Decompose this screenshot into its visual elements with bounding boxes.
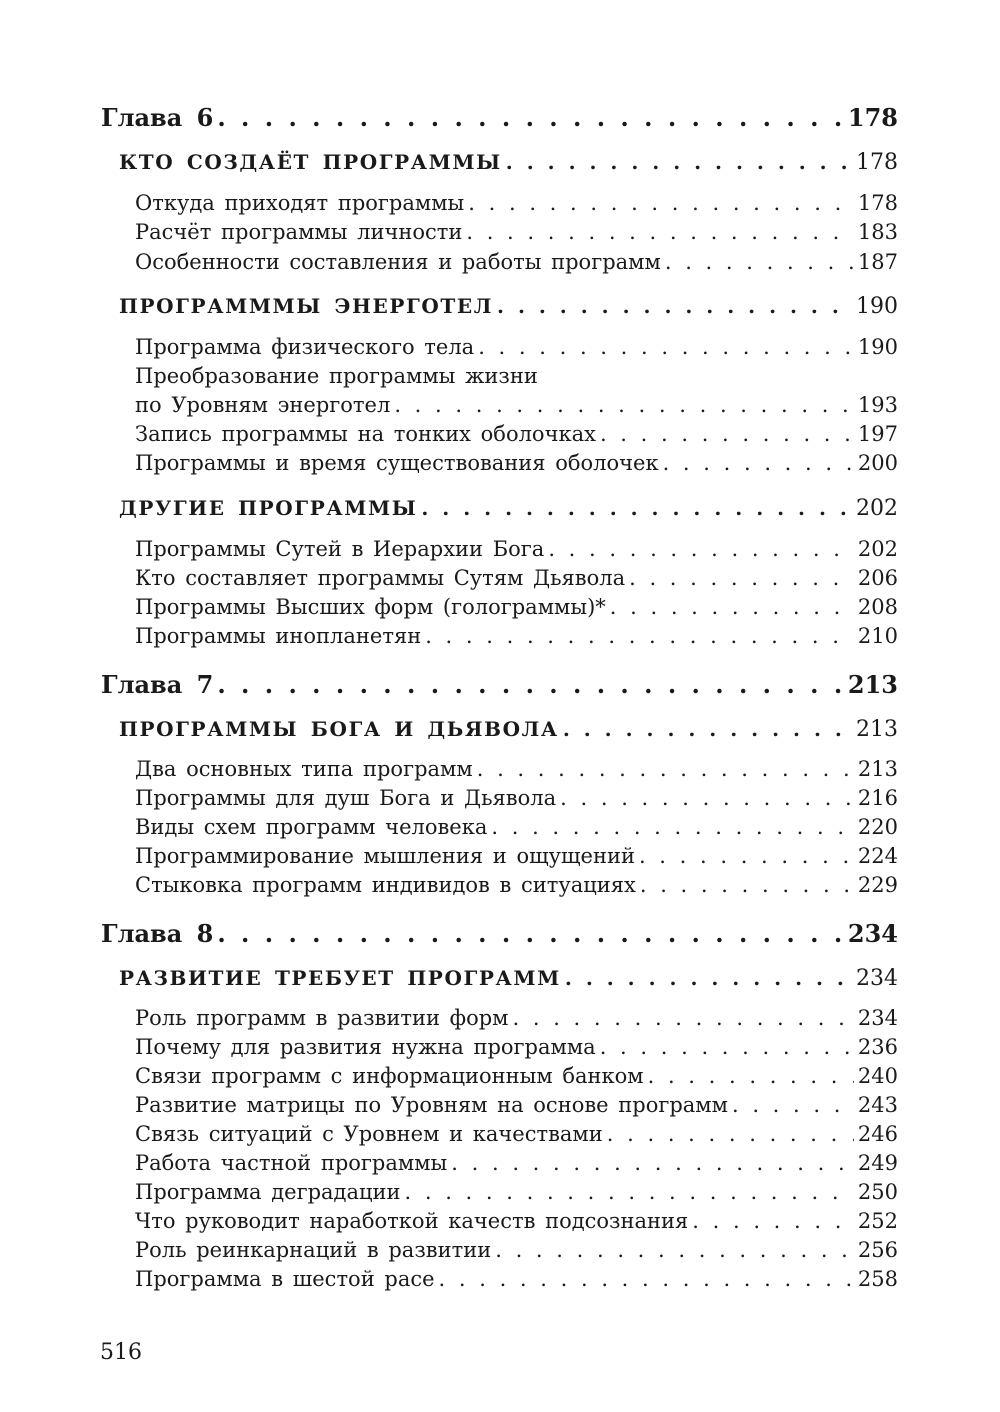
toc-item [135, 220, 898, 244]
item-title: Программы и время существования оболочек [135, 451, 659, 475]
dot-leader [648, 1064, 854, 1088]
page-number: 234 [857, 1006, 898, 1030]
toc-item [135, 815, 898, 839]
section-entry [119, 717, 898, 742]
page-number: 243 [857, 1093, 898, 1117]
toc-item [135, 566, 898, 590]
dot-leader [665, 250, 854, 274]
dot-leader [217, 103, 844, 132]
dot-leader [629, 566, 854, 590]
chapter-title: Глава 8 [101, 919, 214, 948]
item-title: Связь ситуаций с Уровнем и качествами [135, 1122, 603, 1146]
section-entry [119, 294, 898, 319]
page-number: 236 [857, 1035, 898, 1059]
page-number: 210 [857, 624, 898, 648]
toc-item [135, 1064, 898, 1088]
page-number: 258 [857, 1267, 898, 1291]
item-title: Программы для душ Бога и Дьявола [135, 786, 557, 810]
toc-item [135, 844, 898, 868]
page-number: 178 [847, 103, 898, 132]
page-number: 200 [857, 451, 898, 475]
dot-leader [477, 757, 854, 781]
item-title: Роль реинкарнаций в развитии [135, 1238, 492, 1262]
toc-item [135, 786, 898, 810]
item-title: Особенности составления и работы программ [135, 250, 661, 274]
dot-leader [425, 624, 854, 648]
page-number: 206 [857, 566, 898, 590]
toc-item [135, 1006, 898, 1030]
page-number: 190 [857, 335, 898, 359]
page-number: 178 [856, 150, 898, 175]
dot-leader [639, 844, 854, 868]
toc-item [135, 1267, 898, 1291]
chapter-8-entry [101, 919, 898, 948]
page-number: 224 [857, 844, 898, 868]
dot-leader [600, 1035, 854, 1059]
item-title: Программа физического тела [135, 335, 475, 359]
page-number: 197 [857, 422, 898, 446]
dot-leader [548, 537, 854, 561]
item-title: Связи программ с информационным банком [135, 1064, 644, 1088]
page-number: 213 [847, 670, 898, 699]
dot-leader [692, 1209, 854, 1233]
toc-item [135, 451, 898, 475]
dot-leader [563, 717, 852, 741]
page-number: 202 [857, 537, 898, 561]
toc-item [135, 191, 898, 215]
page-number: 193 [857, 393, 898, 417]
section-title: РАЗВИТИЕ ТРЕБУЕТ ПРОГРАММ [119, 966, 561, 990]
page-number: 246 [857, 1122, 898, 1146]
dot-leader [421, 496, 852, 520]
item-title: Стыковка программ индивидов в ситуациях [135, 873, 636, 897]
item-title: Развитие матрицы по Уровням на основе программ [135, 1093, 728, 1117]
item-title: Программа деградации [135, 1180, 401, 1204]
toc-item [135, 624, 898, 648]
page-number: 183 [857, 220, 898, 244]
page-number: 213 [857, 757, 898, 781]
section-title: ПРОГРАММЫ БОГА И ДЬЯВОЛА [119, 717, 559, 741]
chapter-title: Глава 7 [101, 670, 214, 699]
item-title: Роль программ в развитии форм [135, 1006, 509, 1030]
item-title: Виды схем программ человека [135, 815, 488, 839]
page-number: 234 [856, 966, 898, 991]
toc-item [135, 422, 898, 446]
section-title: КТО СОЗДАЁТ ПРОГРАММЫ [119, 150, 502, 174]
page-number: 216 [857, 786, 898, 810]
chapter-7-entry [101, 670, 898, 699]
dot-leader [506, 150, 852, 174]
section-title: ДРУГИЕ ПРОГРАММЫ [119, 496, 418, 520]
item-title: Почему для развития нужна программа [135, 1035, 596, 1059]
item-title: Запись программы на тонких оболочках [135, 422, 596, 446]
item-title: Расчёт программы личности [135, 220, 463, 244]
page-number: 234 [847, 919, 898, 948]
toc-item [135, 1093, 898, 1117]
dot-leader [439, 1267, 854, 1291]
dot-leader [468, 191, 854, 215]
dot-leader [478, 335, 854, 359]
toc-item [135, 1122, 898, 1146]
toc-item [135, 393, 898, 417]
toc-item [135, 1151, 898, 1175]
dot-leader [394, 393, 854, 417]
toc-item [135, 250, 898, 274]
dot-leader [405, 1180, 854, 1204]
page-number: 249 [857, 1151, 898, 1175]
dot-leader [497, 294, 852, 318]
dot-leader [640, 873, 854, 897]
page-number: 220 [857, 815, 898, 839]
dot-leader [513, 1006, 854, 1030]
item-title: Программы Сутей в Иерархии Бога [135, 537, 545, 561]
dot-leader [663, 451, 854, 475]
toc-item [135, 757, 898, 781]
dot-leader [607, 1122, 854, 1146]
item-title: по Уровням энерготел [135, 393, 391, 417]
item-title: Программы инопланетян [135, 624, 422, 648]
item-title: Откуда приходят программы [135, 191, 465, 215]
toc-item [135, 1035, 898, 1059]
page-number: 190 [856, 294, 898, 319]
page-number: 252 [857, 1209, 898, 1233]
item-title: Программирование мышления и ощущений [135, 844, 635, 868]
dot-leader [217, 670, 844, 699]
dot-leader [600, 422, 854, 446]
page-number: 178 [857, 191, 898, 215]
page-number: 202 [856, 496, 898, 521]
toc-item [135, 595, 898, 619]
page-number: 208 [857, 595, 898, 619]
item-title: Кто составляет программы Сутям Дьявола [135, 566, 626, 590]
toc-item [135, 537, 898, 561]
toc-item [135, 1209, 898, 1233]
dot-leader [466, 220, 854, 244]
section-title: ПРОГРАММMЫ ЭНЕРГОТЕЛ [119, 294, 494, 318]
dot-leader [565, 966, 852, 990]
folio-page-number: 516 [100, 1340, 142, 1365]
section-entry [119, 966, 898, 991]
page-number: 213 [856, 717, 898, 742]
section-entry [119, 150, 898, 175]
dot-leader [560, 786, 854, 810]
page-number: 256 [857, 1238, 898, 1262]
page-number: 229 [857, 873, 898, 897]
chapter-6-entry [101, 103, 898, 132]
page-number: 250 [857, 1180, 898, 1204]
dot-leader [610, 595, 854, 619]
dot-leader [451, 1151, 854, 1175]
dot-leader [491, 815, 854, 839]
item-title: Два основных типа программ [135, 757, 473, 781]
item-title: Программы Высших форм (голограммы)* [135, 595, 606, 619]
item-title: Работа частной программы [135, 1151, 448, 1175]
toc-item [135, 873, 898, 897]
dot-leader [217, 919, 844, 948]
dot-leader [495, 1238, 854, 1262]
toc-item [135, 1238, 898, 1262]
toc-item [135, 1180, 898, 1204]
dot-leader [732, 1093, 854, 1117]
toc-item [135, 335, 898, 359]
toc-item-first-line: Преобразование программы жизни [135, 364, 538, 388]
chapter-title: Глава 6 [101, 103, 214, 132]
page-number: 187 [857, 250, 898, 274]
page-number: 240 [857, 1064, 898, 1088]
item-title: Что руководит наработкой качеств подсознания [135, 1209, 689, 1233]
section-entry [119, 496, 898, 521]
item-title: Программа в шестой расе [135, 1267, 435, 1291]
